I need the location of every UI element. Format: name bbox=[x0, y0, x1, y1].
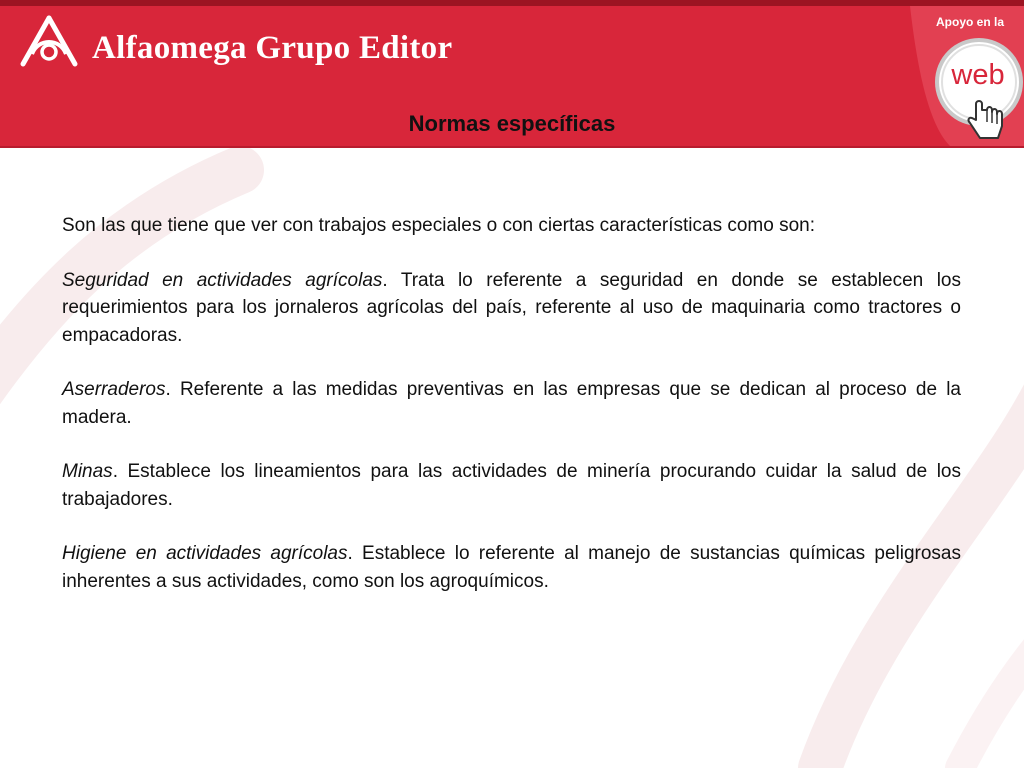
norm-description: Referente a las medidas preventivas en las empresas que se dedican al proceso de la madera. bbox=[62, 379, 961, 428]
web-badge-word: web bbox=[951, 59, 1005, 91]
norm-term-punct: . bbox=[382, 269, 388, 291]
norm-term: Higiene en actividades agrícolas bbox=[62, 543, 348, 564]
slide-body bbox=[62, 212, 961, 622]
header-bottom-stripe bbox=[0, 146, 1024, 148]
norm-description: Establece los lineamientos para las actividades de minería procurando cuidar la salud de los trabajadores. bbox=[62, 461, 961, 510]
web-badge-caption: Apoyo en la bbox=[936, 15, 1005, 29]
norm-item bbox=[62, 540, 961, 595]
norm-item bbox=[62, 267, 961, 350]
norm-term-punct: . bbox=[165, 379, 171, 400]
header-top-stripe bbox=[0, 0, 1024, 6]
norm-description: Establece lo referente al manejo de sustancias químicas peligrosas inherentes a sus actividades, como son los agroquímicos. bbox=[62, 543, 962, 592]
header-band bbox=[0, 0, 1024, 148]
norm-description: Trata lo referente a seguridad en donde se establecen los requerimientos para los jornaleros agrícolas del país, referente al uso de maquinaria como tractores o empacadoras. bbox=[62, 269, 961, 346]
brand-name: Alfaomega Grupo Editor bbox=[92, 30, 453, 66]
norm-term: Seguridad en actividades agrícolas bbox=[62, 269, 383, 291]
norm-term-punct: . bbox=[112, 461, 118, 482]
norm-term: Minas bbox=[62, 461, 113, 482]
intro-paragraph: Son las que tiene que ver con trabajos especiales o con ciertas características como son: bbox=[62, 215, 816, 236]
norm-term: Aserraderos bbox=[62, 379, 166, 400]
norm-item bbox=[62, 376, 961, 431]
norm-term-punct: . bbox=[347, 543, 353, 564]
norm-item bbox=[62, 458, 961, 513]
alfaomega-logo-icon bbox=[18, 14, 80, 70]
slide-title: Normas específicas bbox=[408, 111, 616, 136]
